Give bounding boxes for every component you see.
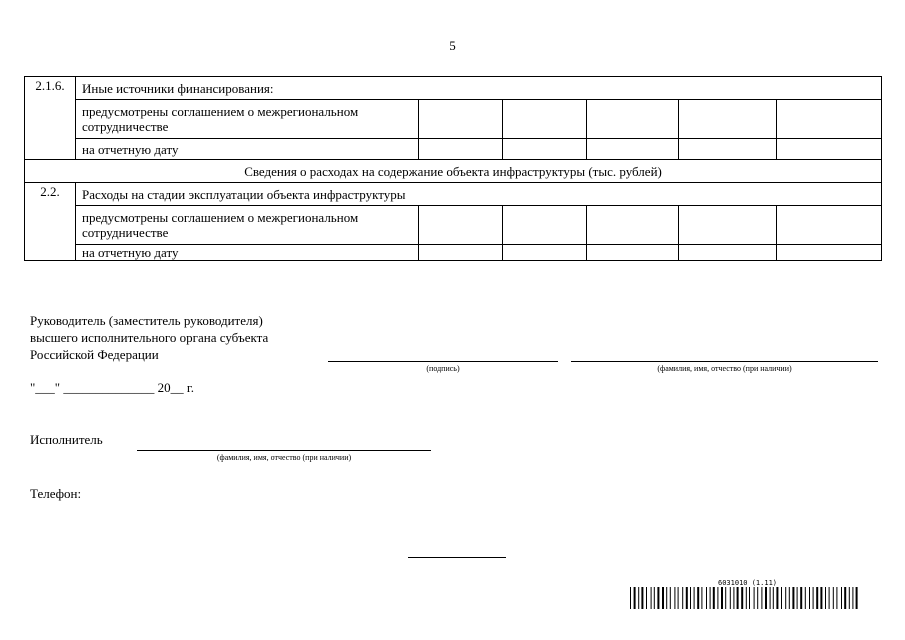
barcode-code: 6031010 (1.11) xyxy=(718,579,778,587)
row-label: на отчетную дату xyxy=(76,245,419,261)
executor-name-line[interactable] xyxy=(137,450,431,451)
table-cell[interactable] xyxy=(419,245,503,261)
table-cell[interactable] xyxy=(503,245,587,261)
table-row xyxy=(25,100,882,139)
row-label: Расходы на стадии эксплуатации объекта инфраструктуры xyxy=(76,183,882,206)
signatory-name-line[interactable] xyxy=(571,361,878,362)
row-number: 2.2. xyxy=(25,183,76,261)
table-row xyxy=(25,183,882,206)
table-cell[interactable] xyxy=(419,100,503,139)
row-label: на отчетную дату xyxy=(76,139,419,160)
signatory-position-line: Российской Федерации xyxy=(30,347,159,362)
table-cell[interactable] xyxy=(587,206,679,245)
barcode-icon xyxy=(630,587,858,609)
signatory-name-caption: (фамилия, имя, отчество (при наличии) xyxy=(657,364,792,373)
executor-label: Исполнитель xyxy=(30,432,103,447)
table-cell[interactable] xyxy=(777,100,882,139)
signatory-position-line: Руководитель (заместитель руководителя) xyxy=(30,313,263,328)
table-cell[interactable] xyxy=(587,245,679,261)
executor-name-caption: (фамилия, имя, отчество (при наличии) xyxy=(216,453,352,462)
date-line[interactable]: "___" ______________ 20__ г. xyxy=(30,380,194,395)
table-cell[interactable] xyxy=(777,206,882,245)
row-label: предусмотрены соглашением о межрегиональном сотрудничестве xyxy=(76,206,419,245)
table-cell[interactable] xyxy=(503,100,587,139)
table-cell[interactable] xyxy=(419,139,503,160)
table-cell[interactable] xyxy=(679,100,777,139)
table-cell[interactable] xyxy=(777,245,882,261)
signatory-position xyxy=(30,312,268,363)
report-table xyxy=(24,76,882,261)
row-label: предусмотрены соглашением о межрегиональном сотрудничестве xyxy=(76,100,419,139)
signatory-position-line: высшего исполнительного органа субъекта xyxy=(30,330,269,345)
table-cell[interactable] xyxy=(587,139,679,160)
table-cell[interactable] xyxy=(679,139,777,160)
phone-label: Телефон: xyxy=(30,486,82,501)
table-row xyxy=(25,139,882,160)
table-cell[interactable] xyxy=(679,206,777,245)
table-row xyxy=(25,160,882,183)
table-row xyxy=(25,206,882,245)
signature-caption: (подпись) xyxy=(426,364,460,373)
row-label: Иные источники финансирования: xyxy=(76,77,882,100)
table-cell[interactable] xyxy=(503,139,587,160)
table-cell[interactable] xyxy=(503,206,587,245)
table-cell[interactable] xyxy=(587,100,679,139)
section-header: Сведения о расходах на содержание объекта инфраструктуры (тыс. рублей) xyxy=(25,160,882,183)
table-cell[interactable] xyxy=(679,245,777,261)
page-number: 5 xyxy=(449,38,456,53)
table-cell[interactable] xyxy=(419,206,503,245)
table-row xyxy=(25,245,882,261)
signature-line[interactable] xyxy=(328,361,558,362)
footer-divider xyxy=(408,557,506,558)
table-cell[interactable] xyxy=(777,139,882,160)
table-row xyxy=(25,77,882,100)
row-number: 2.1.6. xyxy=(25,77,76,160)
